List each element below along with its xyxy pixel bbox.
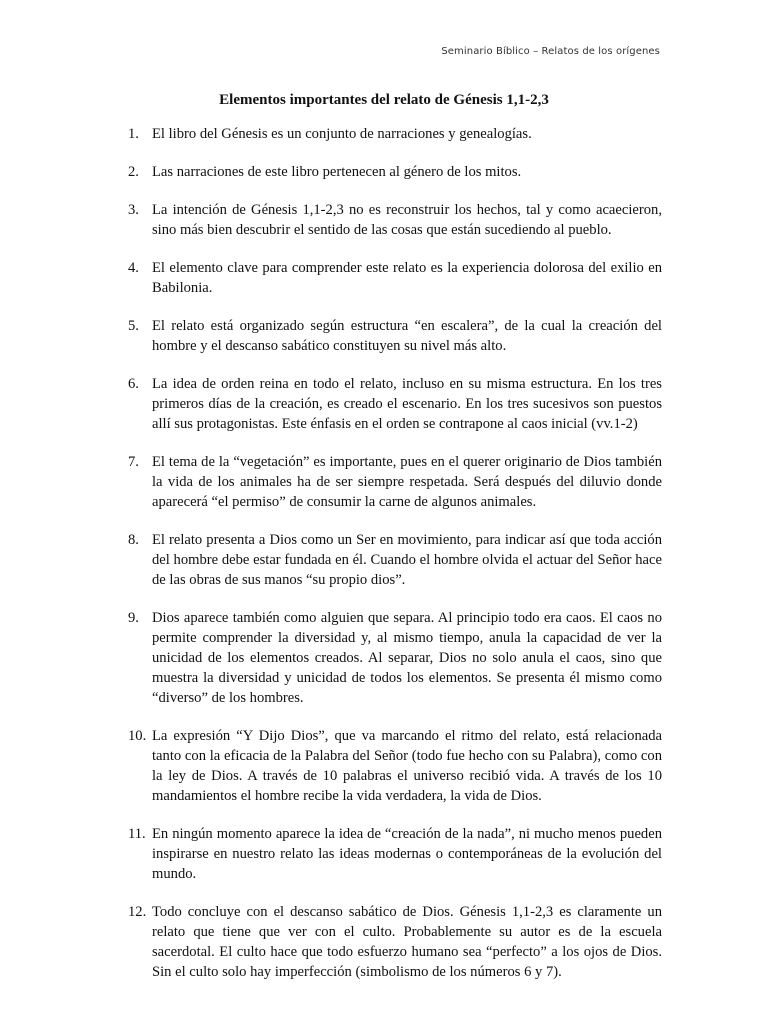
item-text: Las narraciones de este libro pertenecen al género de los mitos. bbox=[152, 164, 522, 180]
item-number: 5. bbox=[128, 318, 139, 334]
list-item bbox=[128, 726, 662, 806]
list-item bbox=[128, 824, 662, 884]
item-number: 9. bbox=[128, 610, 139, 626]
list-item bbox=[128, 258, 662, 298]
item-number: 3. bbox=[128, 202, 139, 218]
document-title: Elementos importantes del relato de Génesis 1,1-2,3 bbox=[219, 92, 549, 108]
item-text: El libro del Génesis es un conjunto de narraciones y genealogías. bbox=[152, 126, 532, 142]
item-text: La intención de Génesis 1,1-2,3 no es reconstruir los hechos, tal y como acaecieron, sino más bien descubrir el sentido de las cosas que están sucediendo al pueblo. bbox=[152, 202, 662, 238]
list-item bbox=[128, 902, 662, 982]
item-text: El relato está organizado según estructura “en escalera”, de la cual la creación del hombre y el descanso sabático constituyen su nivel más alto. bbox=[152, 318, 662, 354]
item-text: El relato presenta a Dios como un Ser en movimiento, para indicar así que toda acción del hombre debe estar fundada en él. Cuando el hombre olvida el actuar del Señor hace de las obras de sus manos “su propio dios”. bbox=[152, 532, 662, 588]
item-text: Dios aparece también como alguien que separa. Al principio todo era caos. El caos no permite comprender la diversidad y, al mismo tiempo, anula la capacidad de ver la unicidad de los elementos creados. Al separar, Dios no solo anula el caos, sino que muestra la diversidad y unicidad de todos los elementos. Se presenta él mismo como “diverso” de los hombres. bbox=[152, 610, 662, 706]
item-text: La idea de orden reina en todo el relato, incluso en su misma estructura. En los tres primeros días de la creación, es creado el escenario. En los tres sucesivos son puestos allí sus protagonistas. Este énfasis en el orden se contrapone al caos inicial (vv.1-2) bbox=[152, 376, 662, 432]
item-number: 7. bbox=[128, 454, 139, 470]
item-number: 12. bbox=[128, 904, 147, 920]
list-item bbox=[128, 200, 662, 240]
item-number: 10. bbox=[128, 728, 147, 744]
list-item bbox=[128, 316, 662, 356]
item-text: La expresión “Y Dijo Dios”, que va marcando el ritmo del relato, está relacionada tanto con la eficacia de la Palabra del Señor (todo fue hecho con su Palabra), como con la ley de Dios. A través de 10 palabras el universo recibió vida. A través de los 10 mandamientos el hombre recibe la vida verdadera, la vida de Dios. bbox=[152, 728, 662, 804]
item-number: 2. bbox=[128, 164, 139, 180]
running-header: Seminario Bíblico – Relatos de los orígenes bbox=[441, 46, 660, 57]
item-text: En ningún momento aparece la idea de “creación de la nada”, ni mucho menos pueden inspirarse en nuestro relato las ideas modernas o contemporáneas de la evolución del mundo. bbox=[152, 826, 662, 882]
numbered-list bbox=[128, 124, 662, 1000]
list-item bbox=[128, 374, 662, 434]
item-number: 8. bbox=[128, 532, 139, 548]
item-number: 1. bbox=[128, 126, 139, 142]
item-number: 4. bbox=[128, 260, 139, 276]
item-text: Todo concluye con el descanso sabático de Dios. Génesis 1,1-2,3 es claramente un relato que tiene que ver con el culto. Probablemente su autor es de la escuela sacerdotal. El culto hace que todo esfuerzo humano sea “perfecto” a los ojos de Dios. Sin el culto solo hay imperfección (simbolismo de los números 6 y 7). bbox=[152, 904, 662, 980]
list-item bbox=[128, 124, 662, 144]
item-text: El tema de la “vegetación” es importante, pues en el querer originario de Dios también la vida de los animales ha de ser siempre respetada. Será después del diluvio donde aparecerá “el permiso” de consumir la carne de algunos animales. bbox=[152, 454, 662, 510]
item-text: El elemento clave para comprender este relato es la experiencia dolorosa del exilio en Babilonia. bbox=[152, 260, 662, 296]
list-item bbox=[128, 162, 662, 182]
item-number: 6. bbox=[128, 376, 139, 392]
list-item bbox=[128, 452, 662, 512]
list-item bbox=[128, 530, 662, 590]
item-number: 11. bbox=[128, 826, 146, 842]
list-item bbox=[128, 608, 662, 708]
